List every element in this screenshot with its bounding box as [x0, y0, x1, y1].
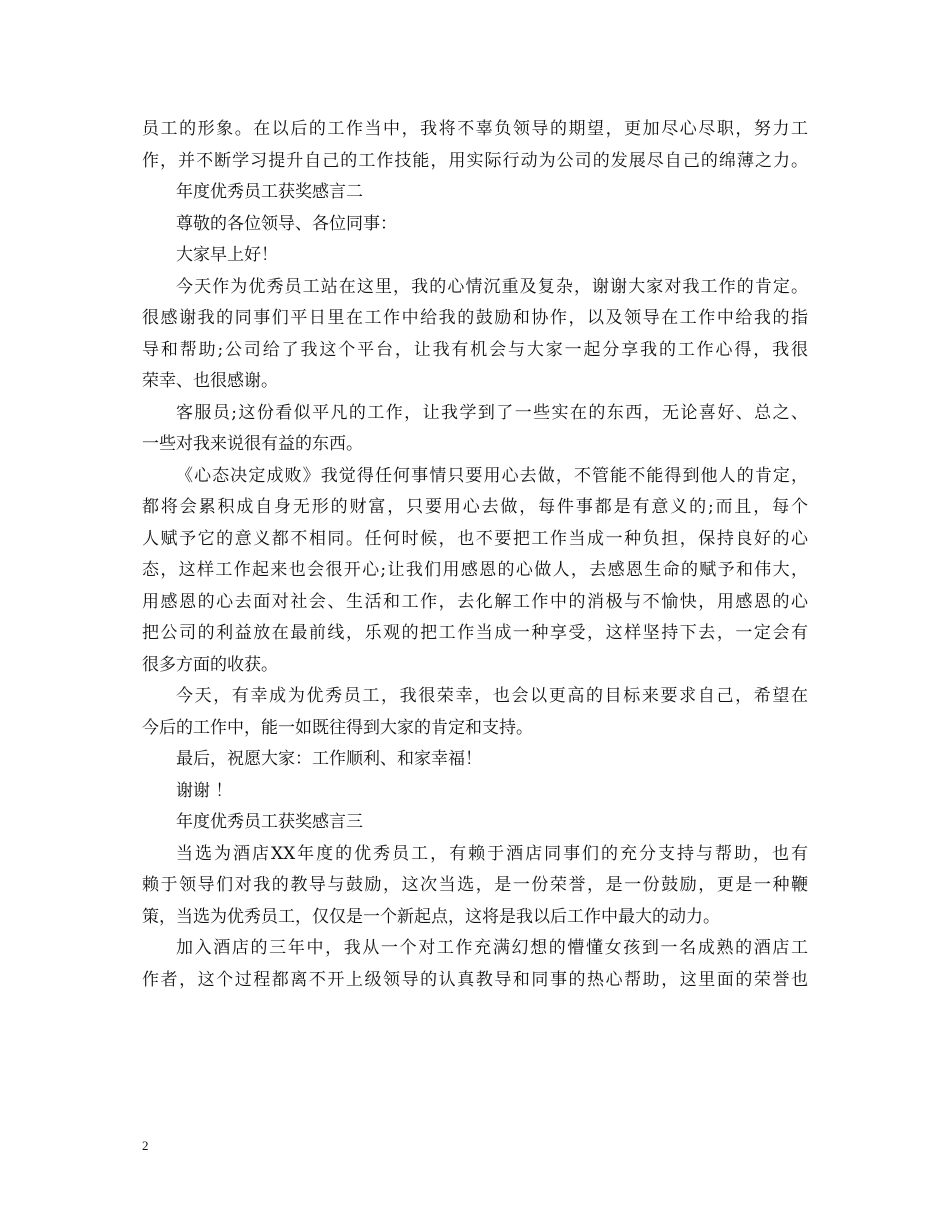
- text-line: 态，这样工作起来也会很开心;让我们用感恩的心做人，去感恩生命的赋予和伟大，: [142, 560, 808, 580]
- text-line: 员工的形象。在以后的工作当中，我将不辜负领导的期望，更加尽心尽职，努力工: [142, 119, 808, 139]
- text-line: 策，当选为优秀员工，仅仅是一个新起点，这将是我以后工作中最大的动力。: [142, 906, 720, 927]
- text-line: 很多方面的收获。: [142, 654, 278, 675]
- text-line: 很感谢我的同事们平日里在工作中给我的鼓励和协作，以及领导在工作中给我的指: [142, 308, 808, 328]
- page-number: 2: [142, 1138, 149, 1153]
- text-line: 今天作为优秀员工站在这里，我的心情沉重及复杂，谢谢大家对我工作的肯定。: [176, 276, 808, 297]
- text-line: 加入酒店的三年中，我从一个对工作充满幻想的懵懂女孩到一名成熟的酒店工: [176, 938, 808, 958]
- section-heading: 年度优秀员工获奖感言三: [176, 812, 363, 832]
- text-line: 把公司的利益放在最前线，乐观的把工作当成一种享受，这样坚持下去，一定会有: [142, 623, 808, 643]
- text-line: 最后，祝愿大家：工作顺利、和家幸福！: [176, 749, 482, 769]
- text-line: 人赋予它的意义都不相同。任何时候，也不要把工作当成一种负担，保持良好的心: [142, 528, 808, 549]
- text-line: 今后的工作中，能一如既往得到大家的肯定和支持。: [142, 717, 533, 738]
- text-line: 都将会累积成自身无形的财富，只要用心去做，每件事都是有意义的;而且，每个: [142, 497, 808, 517]
- text-line: 用感恩的心去面对社会、生活和工作，去化解工作中的消极与不愉快，用感恩的心: [142, 591, 808, 612]
- document-body: [142, 114, 808, 996]
- text-line: 荣幸、也很感谢。: [142, 371, 278, 391]
- text-line: 当选为酒店XX年度的优秀员工，有赖于酒店同事们的充分支持与帮助，也有: [176, 843, 808, 864]
- salutation: 尊敬的各位领导、各位同事：: [176, 213, 397, 234]
- text-line: 作者，这个过程都离不开上级领导的认真教导和同事的热心帮助，这里面的荣誉也: [142, 969, 808, 990]
- text-line: 一些对我来说很有益的东西。: [142, 434, 363, 454]
- section-heading: 年度优秀员工获奖感言二: [176, 182, 363, 202]
- text-line: 作，并不断学习提升自己的工作技能，用实际行动为公司的发展尽自己的绵薄之力。: [142, 150, 808, 171]
- text-line: 谢谢 ！: [176, 780, 233, 801]
- text-line: 今天，有幸成为优秀员工，我很荣幸，也会以更高的目标来要求自己，希望在: [176, 686, 808, 706]
- text-line: 《心态决定成败》我觉得任何事情只要用心去做，不管能不能得到他人的肯定，: [176, 465, 808, 486]
- greeting: 大家早上好！: [176, 245, 278, 265]
- text-line: 客服员;这份看似平凡的工作，让我学到了一些实在的东西，无论喜好、总之、: [176, 402, 808, 423]
- text-line: 导和帮助;公司给了我这个平台，让我有机会与大家一起分享我的工作心得，我很: [142, 339, 808, 360]
- text-line: 赖于领导们对我的教导与鼓励，这次当选，是一份荣誉，是一份鼓励，更是一种鞭: [142, 875, 808, 895]
